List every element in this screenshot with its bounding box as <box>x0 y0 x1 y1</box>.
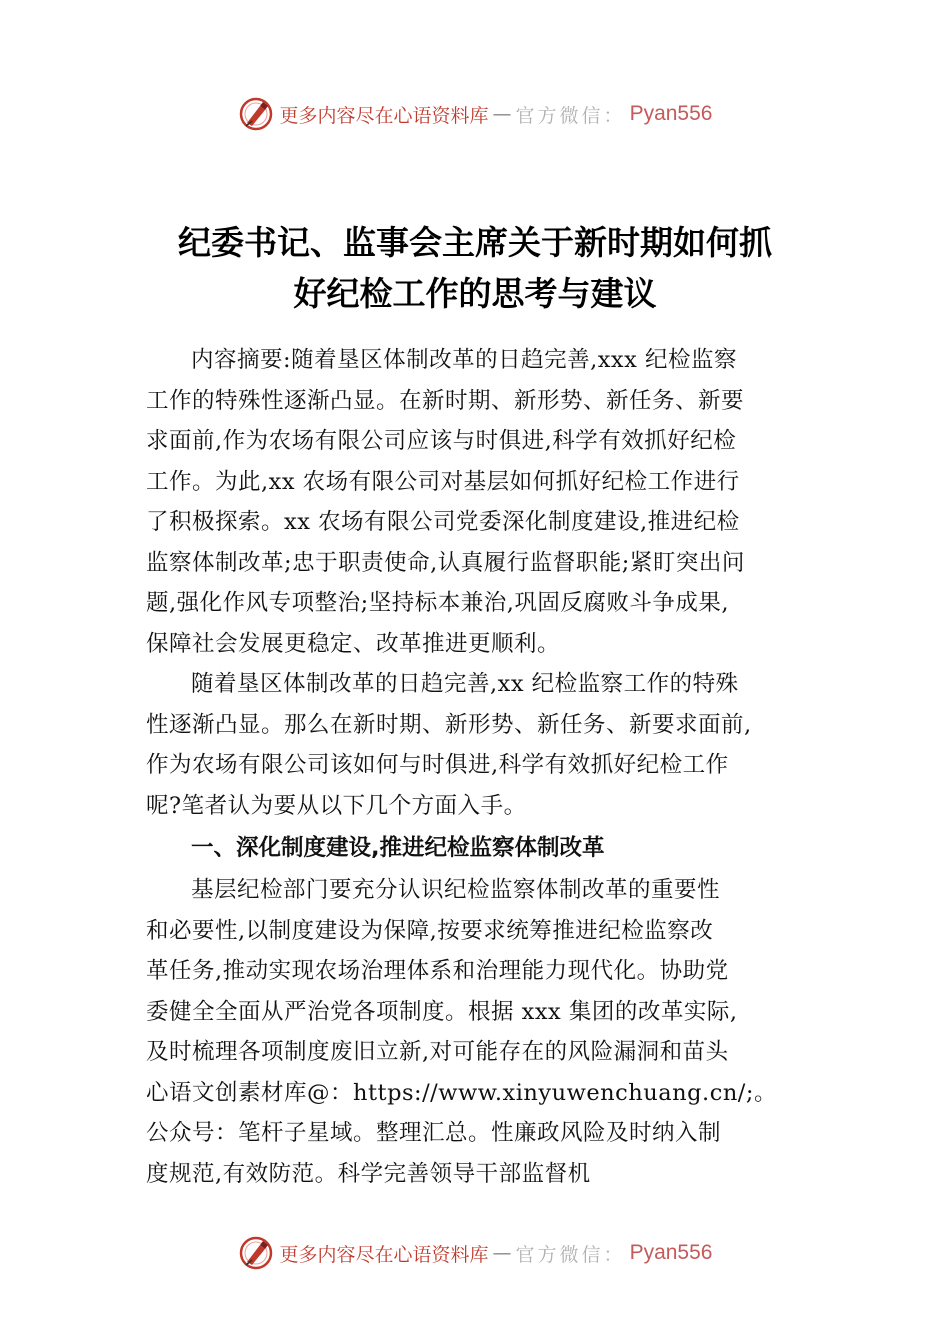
banner-wechat-id: Pyan556 <box>629 102 713 125</box>
text-line: 及时梳理各项制度废旧立新,对可能存在的风险漏洞和苗头 <box>146 1039 729 1065</box>
document-title <box>0 217 950 319</box>
abstract-paragraph <box>146 340 814 664</box>
text-line: 随着垦区体制改革的日趋完善,xx 纪检监察工作的特殊 <box>191 671 739 697</box>
text-line: 革任务,推动实现农场治理体系和治理能力现代化。协助党 <box>146 958 729 984</box>
text-line: 性逐渐凸显。那么在新时期、新形势、新任务、新要求面前, <box>146 711 752 738</box>
document-body <box>146 340 814 1194</box>
banner-wechat-id: Pyan556 <box>629 1241 713 1264</box>
pen-nib-circle-icon <box>238 1235 274 1271</box>
banner-dash: — <box>492 103 512 125</box>
footer-banner <box>0 1233 950 1273</box>
text-line: 求面前,作为农场有限公司应该与时俱进,科学有效抓好纪检 <box>146 428 737 454</box>
banner-slogan: 更多内容尽在心语资料库 <box>279 104 489 127</box>
banner-wechat-label: 官方微信： <box>515 1243 626 1266</box>
section-heading-1: 一、深化制度建设,推进纪检监察体制改革 <box>191 835 605 861</box>
text-line: 呢?笔者认为要从以下几个方面入手。 <box>146 792 527 819</box>
text-line: 保障社会发展更稳定、改革推进更顺利。 <box>146 630 561 657</box>
banner-wechat-label: 官方微信： <box>515 104 626 127</box>
title-line-2: 好纪检工作的思考与建议 <box>293 274 657 313</box>
text-line: 委健全全面从严治党各项制度。根据 xxx 集团的改革实际, <box>146 998 738 1025</box>
text-line: 公众号：笔杆子星域。整理汇总。性廉政风险及时纳入制 <box>146 1120 722 1146</box>
banner-slogan: 更多内容尽在心语资料库 <box>279 1243 489 1266</box>
text-line: 内容摘要:随着垦区体制改革的日趋完善,xxx 纪检监察 <box>191 347 737 373</box>
header-banner <box>0 94 950 134</box>
banner-dash: — <box>492 1242 512 1264</box>
title-line-1: 纪委书记、监事会主席关于新时期如何抓 <box>178 223 772 262</box>
text-line: 和必要性,以制度建设为保障,按要求统筹推进纪检监察改 <box>146 917 714 944</box>
text-line: 作为农场有限公司该如何与时俱进,科学有效抓好纪检工作 <box>146 752 729 778</box>
intro-paragraph <box>146 664 814 826</box>
text-line: 心语文创素材库@：https://www.xinyuwenchuang.cn/;。 <box>146 1079 777 1106</box>
text-line: 了积极探索。xx 农场有限公司党委深化制度建设,推进纪检 <box>146 509 740 535</box>
text-line: 题,强化作风专项整治;坚持标本兼治,巩固反腐败斗争成果, <box>146 590 730 616</box>
pen-nib-circle-icon <box>238 96 274 132</box>
text-line: 工作的特殊性逐渐凸显。在新时期、新形势、新任务、新要 <box>146 387 745 414</box>
text-line: 基层纪检部门要充分认识纪检监察体制改革的重要性 <box>191 877 721 903</box>
section-1-paragraph <box>146 870 814 1194</box>
text-line: 度规范,有效防范。科学完善领导干部监督机 <box>146 1160 591 1187</box>
text-line: 监察体制改革;忠于职责使命,认真履行监督职能;紧盯突出问 <box>146 549 745 576</box>
text-line: 工作。为此,xx 农场有限公司对基层如何抓好纪检工作进行 <box>146 468 740 495</box>
